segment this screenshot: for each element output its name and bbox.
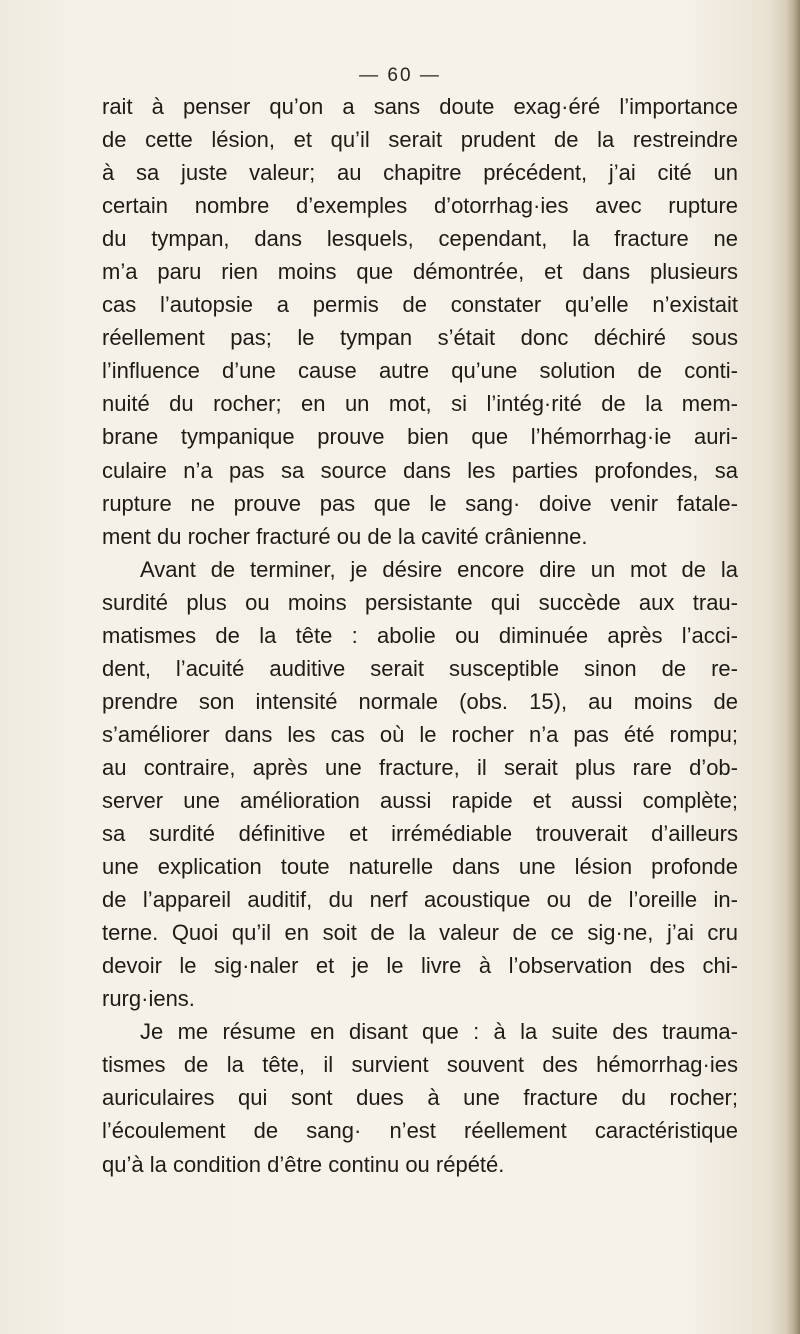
text-line: du tympan, dans lesquels, cependant, la fracture ne (102, 226, 738, 252)
text-line: à sa juste valeur; au chapitre précédent, j’ai cité un (102, 160, 738, 186)
text-line: certain nombre d’exemples d’otorrhag·ies avec rupture (102, 193, 738, 219)
text-line: culaire n’a pas sa source dans les parties profondes, sa (102, 457, 738, 483)
text-line: tismes de la tête, il survient souvent des hémorrhag·ies (102, 1052, 738, 1078)
text-line: server une amélioration aussi rapide et aussi complète; (102, 787, 738, 813)
text-line: s’améliorer dans les cas où le rocher n’a pas été rompu; (102, 721, 738, 747)
text-line: prendre son intensité normale (obs. 15), au moins de (102, 688, 738, 714)
text-line: l’écoulement de sang· n’est réellement caractéristique (102, 1118, 738, 1144)
text-line: nuité du rocher; en un mot, si l’intég·rité de la mem- (102, 391, 738, 417)
text-line: brane tympanique prouve bien que l’hémorrhag·ie auri- (102, 424, 738, 450)
text-line: dent, l’acuité auditive serait susceptible sinon de re- (102, 655, 738, 681)
body-text (102, 90, 738, 1181)
text-line: sa surdité définitive et irrémédiable trouverait d’ailleurs (102, 821, 738, 847)
text-line: rupture ne prouve pas que le sang· doive venir fatale- (102, 490, 738, 516)
text-line: terne. Quoi qu’il en soit de la valeur de ce sig·ne, j’ai cru (102, 920, 738, 946)
text-line: qu’à la condition d’être continu ou répété. (102, 1151, 505, 1177)
text-line: de l’appareil auditif, du nerf acoustique ou de l’oreille in- (102, 887, 738, 913)
text-line: devoir le sig·naler et je le livre à l’observation des chi- (102, 953, 738, 979)
text-line: l’influence d’une cause autre qu’une solution de conti- (102, 358, 738, 384)
text-line: une explication toute naturelle dans une lésion profonde (102, 854, 738, 880)
text-line: ment du rocher fracturé ou de la cavité crânienne. (102, 523, 588, 549)
text-line: cas l’autopsie a permis de constater qu’elle n’existait (102, 292, 738, 318)
text-line: rait à penser qu’on a sans doute exag·éré l’importance (102, 94, 738, 119)
text-line: au contraire, après une fracture, il serait plus rare d’ob- (102, 754, 738, 780)
text-line: matismes de la tête : abolie ou diminuée après l’acci- (102, 622, 738, 648)
text-line: de cette lésion, et qu’il serait prudent de la restreindre (102, 127, 738, 153)
page-edge-shadow (786, 0, 800, 1334)
text-line: rurg·iens. (102, 986, 195, 1012)
text-line: m’a paru rien moins que démontrée, et dans plusieurs (102, 259, 738, 285)
text-line: réellement pas; le tympan s’était donc déchiré sous (102, 325, 738, 351)
text-line: Je me résume en disant que : à la suite des trauma- (140, 1019, 738, 1045)
page-number: — 60 — (359, 65, 441, 86)
text-line: surdité plus ou moins persistante qui succède aux trau- (102, 589, 738, 615)
text-line: Avant de terminer, je désire encore dire un mot de la (140, 556, 738, 582)
text-line: auriculaires qui sont dues à une fracture du rocher; (102, 1085, 738, 1111)
